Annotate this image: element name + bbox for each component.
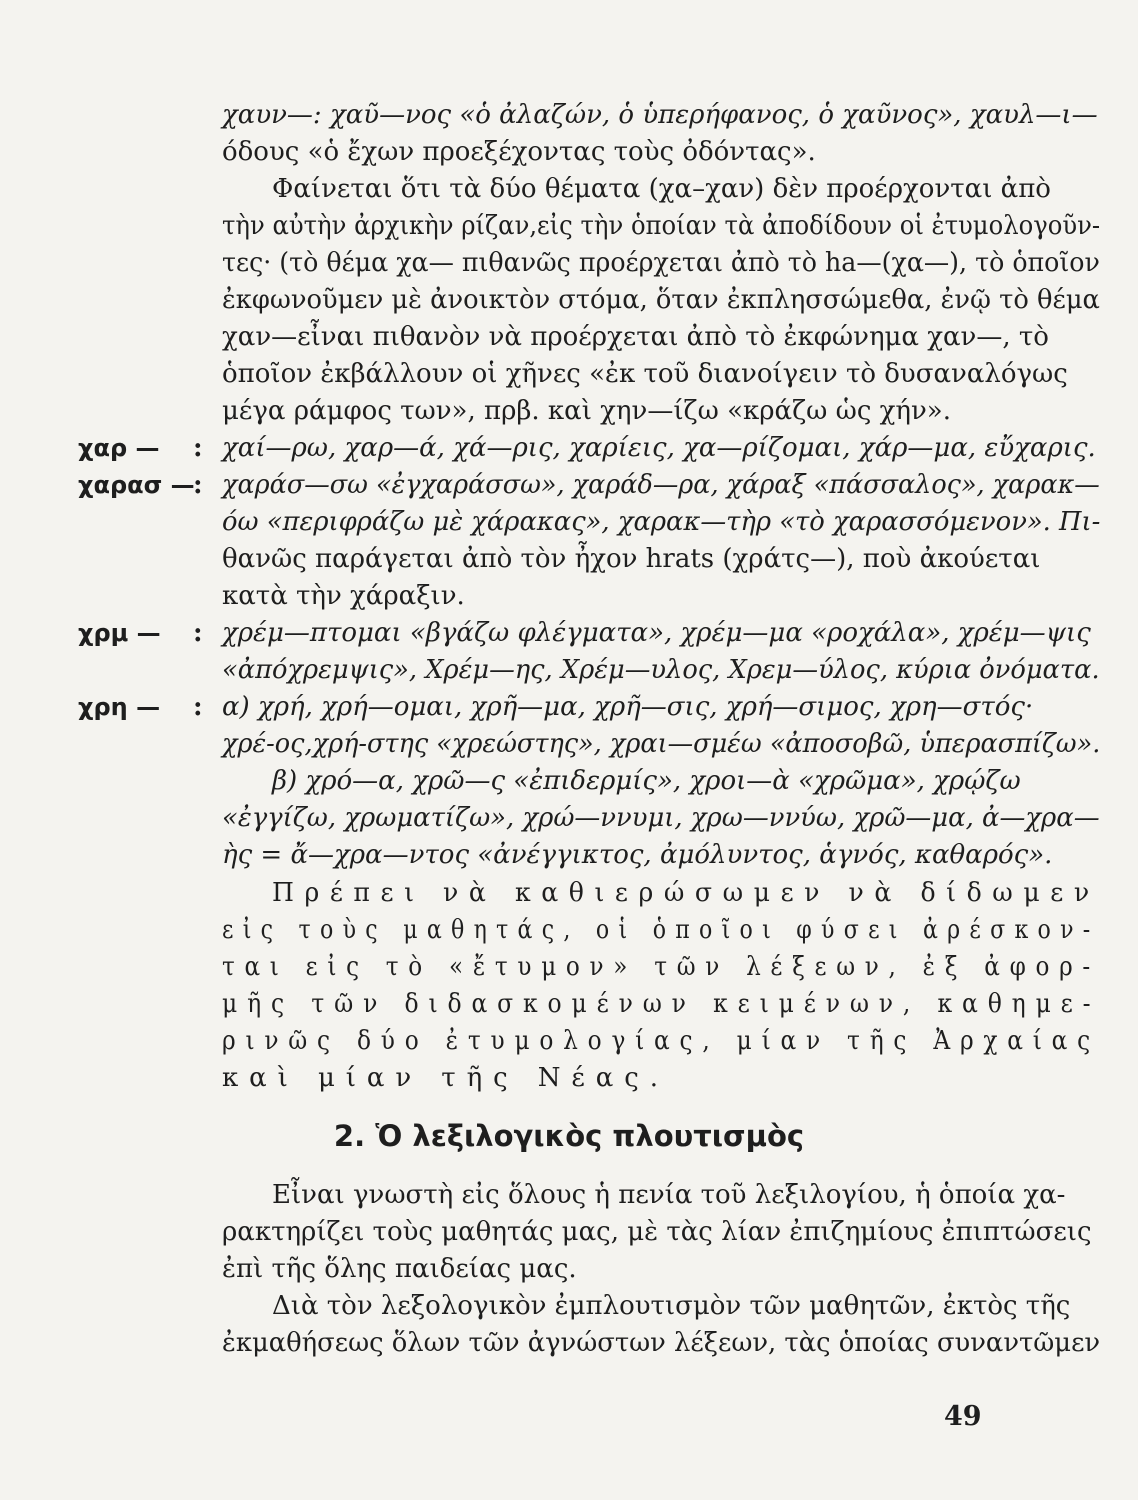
entry-line: χρέ-ος,χρή-στης «χρεώστης», χραι—σμέω «ἀποσοβῶ, ὑπερασπίζω». xyxy=(222,729,1101,759)
spaced-line: εἰς τοὺς μαθητάς, οἱ ὁποῖοι φύσει ἀρέσκον- xyxy=(222,915,1100,945)
entry-colon: : xyxy=(193,618,203,648)
spaced-line: καὶ μίαν τῆς Νέας. xyxy=(222,1063,669,1093)
text-line: μέγα ράμφος των», πρβ. καὶ χην—ίζω «κράζω ὡς χήν». xyxy=(222,396,951,426)
body-line: ἐκμαθήσεως ὅλων τῶν ἀγνώστων λέξεων, τὰς ὁποίας συναντῶμεν xyxy=(222,1328,1101,1358)
text-line: τὴν αὐτὴν ἀρχικὴν ρίζαν,εἰς τὴν ὁποίαν τὰ ἀποδίδουν οἱ ἐτυμολογοῦν- xyxy=(222,211,1101,241)
body-line: ρακτηρίζει τοὺς μαθητάς μας, μὲ τὰς λίαν ἐπιζημίους ἐπιπτώσεις xyxy=(222,1217,1092,1247)
entry-line: θανῶς παράγεται ἀπὸ τὸν ἦχον hrats (χράτς—), ποὺ ἀκούεται xyxy=(222,544,1041,574)
entry-key: χρη — xyxy=(78,693,161,721)
text-line: όδους «ὁ ἔχων προεξέχοντας τοὺς ὀδόντας». xyxy=(222,137,816,167)
entry-colon: : xyxy=(193,692,203,722)
body-line: ἐπὶ τῆς ὅλης παιδείας μας. xyxy=(222,1254,577,1284)
spaced-line: ται εἰς τὸ «ἔτυμον» τῶν λέξεων, ἐξ ἀφορ- xyxy=(222,952,1100,982)
text-line: ἐκφωνοῦμεν μὲ ἀνοικτὸν στόμα, ὅταν ἐκπλησσώμεθα, ἐνῷ τὸ θέμα xyxy=(222,285,1100,315)
text-line: χαυν—: χαῦ—νος «ὁ ἀλαζών, ὁ ὑπερήφανος, ὁ χαῦνος», χαυλ—ι— xyxy=(222,100,1098,130)
page-number: 49 xyxy=(944,1401,982,1432)
text-line: τες· (τὸ θέμα χα— πιθανῶς προέρχεται ἀπὸ τὸ ha—(χα—), τὸ ὁποῖον xyxy=(222,248,1100,278)
entry-colon: : xyxy=(193,433,203,463)
text-line: χαν—εἶναι πιθανὸν νὰ προέρχεται ἀπὸ τὸ ἐκφώνημα χαν—, τὸ xyxy=(222,322,1049,352)
spaced-line: μῆς τῶν διδασκομένων κειμένων, καθημε- xyxy=(222,989,1101,1019)
spaced-line: ρινῶς δύο ἐτυμολογίας, μίαν τῆς Ἀρχαίας xyxy=(222,1026,1100,1056)
entry-line: «ἐγγίζω, χρωματίζω», χρώ—ννυμι, χρω—ννύω, χρῶ—μα, ἀ—χρα— xyxy=(222,803,1100,833)
entry-colon: : xyxy=(193,470,203,500)
entry-line: χαί—ρω, χαρ—ά, χά—ρις, χαρίεις, χα—ρίζομαι, χάρ—μα, εὔχαρις. xyxy=(222,433,1096,463)
entry-line: όω «περιφράζω μὲ χάρακας», χαρακ—τὴρ «τὸ χαρασσόμενον». Πι- xyxy=(222,507,1101,537)
entry-key: χρμ — xyxy=(78,619,161,647)
spaced-line: Πρέπει νὰ καθιερώσωμεν νὰ δίδωμεν xyxy=(272,878,1100,908)
entry-line: χρέμ—πτομαι «βγάζω φλέγματα», χρέμ—μα «ροχάλα», χρέμ—ψις xyxy=(222,618,1091,648)
body-line: Διὰ τὸν λεξολογικὸν ἐμπλουτισμὸν τῶν μαθητῶν, ἐκτὸς τῆς xyxy=(272,1291,1071,1321)
body-line: Εἶναι γνωστὴ εἰς ὅλους ἡ πενία τοῦ λεξιλογίου, ἡ ὁποία χα- xyxy=(272,1180,1066,1210)
entry-key: χαρ — xyxy=(78,434,160,462)
entry-key: χαρασ — xyxy=(78,471,195,499)
entry-line: ὴς = ἄ—χρα—ντος «ἀνέγγικτος, ἀμόλυντος, ἁγνός, καθαρός». xyxy=(222,840,1053,870)
entry-line: χαράσ—σω «ἐγχαράσσω», χαράδ—ρα, χάραξ «πάσσαλος», χαρακ— xyxy=(222,470,1100,500)
entry-line: α) χρή, χρή—ομαι, χρῆ—μα, χρῆ—σις, χρή—σιμος, χρη—στός· xyxy=(222,692,1034,722)
entry-line: β) χρό—α, χρῶ—ς «ἐπιδερμίς», χροι—ὰ «χρῶμα», χρῴζω xyxy=(272,766,1021,796)
text-line: ὁποῖον ἐκβάλλουν οἱ χῆνες «ἐκ τοῦ διανοίγειν τὸ δυσαναλόγως xyxy=(222,359,1068,389)
entry-line: «ἀπόχρεμψις», Χρέμ—ης, Χρέμ—υλος, Χρεμ—ύλος, κύρια ὀνόματα. xyxy=(222,655,1100,685)
text-line: Φαίνεται ὅτι τὰ δύο θέματα (χα–χαν) δὲν προέρχονται ἀπὸ xyxy=(272,174,1051,204)
entry-line: κατὰ τὴν χάραξιν. xyxy=(222,581,465,611)
section-heading: 2. Ὁ λεξιλογικὸς πλουτισμὸς xyxy=(333,1119,805,1153)
